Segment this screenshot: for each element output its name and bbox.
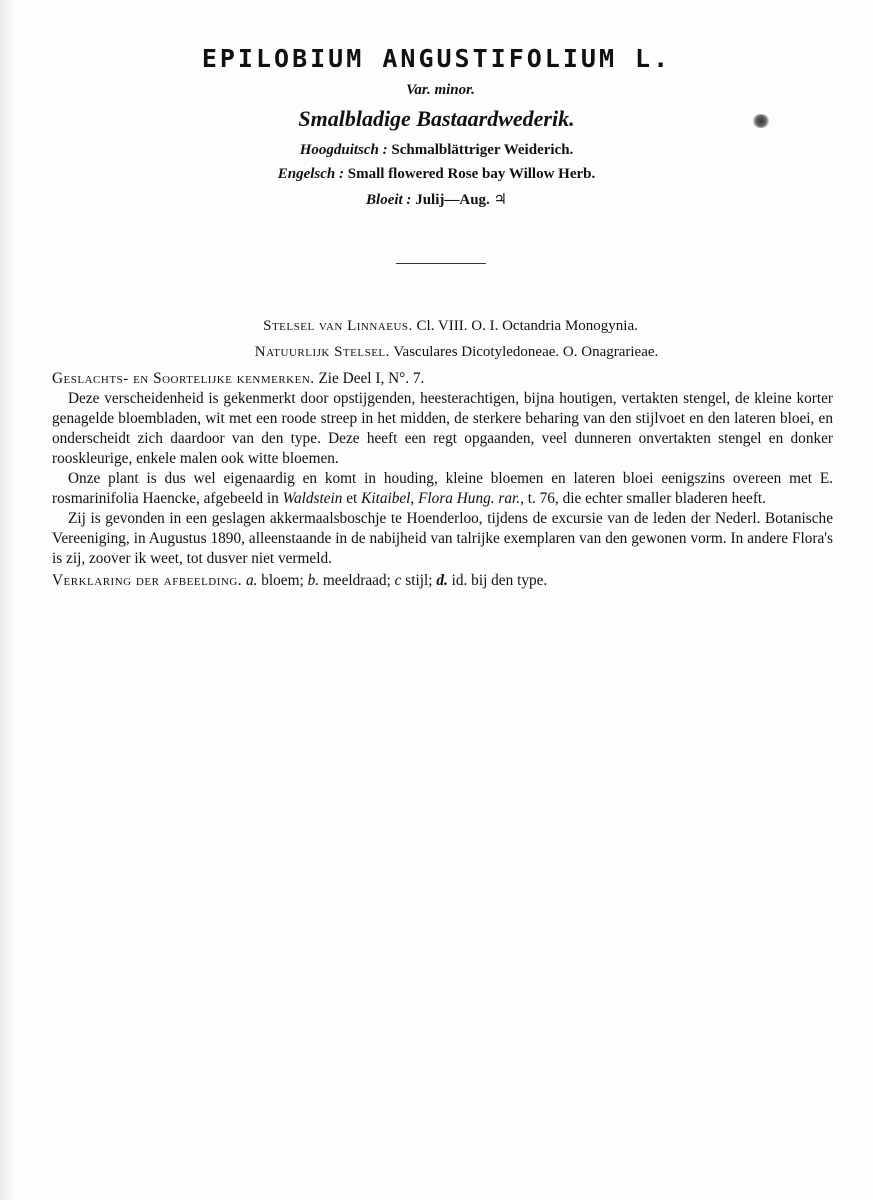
paragraph-1: Deze verscheidenheid is gekenmerkt door opstijgenden, heesterachtigen, bijna houtigen, vertakten stengel, de kleine korter genagelde bloembladen, wit met een roode streep in het midden, de sterkere beharing van den stijlvoet en den lateren bloei, en onderscheidt zich daardoor van den type. Deze heeft een regt opgaanden, veel dunneren onvertakten stengel en donker rooskleurige, enkele malen ook witte bloemen. xyxy=(52,390,833,467)
para2-et: et xyxy=(342,490,362,507)
bloom-label: Bloeit : xyxy=(366,192,412,208)
bloom-value: Julij—Aug. ♃ xyxy=(415,192,507,208)
variety-line: Var. minor. xyxy=(406,82,475,98)
para2-work: Flora Hung. rar. xyxy=(418,490,521,507)
para2-author-2: Kitaibel xyxy=(361,490,411,507)
english-label: Engelsch : xyxy=(277,166,344,182)
german-name-line xyxy=(0,142,873,159)
linnaeus-value: Cl. VIII. O. I. Octandria Monogynia. xyxy=(416,318,638,334)
section-divider xyxy=(396,263,486,264)
linnaeus-label: Stelsel van Linnaeus. xyxy=(263,318,413,334)
exp-a-key: a. xyxy=(245,572,258,589)
characters-label: Geslachts- en Soortelijke kenmerken. xyxy=(52,370,315,387)
linnaeus-system-line xyxy=(0,318,873,335)
paragraph-2 xyxy=(52,469,833,509)
paragraph-3: Zij is gevonden in een geslagen akkermaalsboschje te Hoenderloo, tijdens de excursie van de leden der Nederl. Botanische Vereeniging, in Augustus 1890, alleenstaande in de nabijheid van talrijke exemplaren van den gewonen vorm. In andere Flora's is zij, zoover ik weet, tot dusver niet vermeld. xyxy=(52,510,833,567)
para2-text-b: , t. 76, die echter smaller bladeren heeft. xyxy=(520,490,766,507)
exp-c-key: c xyxy=(394,572,402,589)
exp-b-key: b. xyxy=(307,572,320,589)
german-name: Schmalblättriger Weiderich. xyxy=(391,142,574,158)
explanation-label: Verklaring der afbeelding. xyxy=(52,572,243,589)
para2-text-a: Onze plant is dus wel eigenaardig en komt in houding, kleine bloemen en lateren bloei eenigszins overeen met E. rosmarinifolia Haencke, afgebeeld in xyxy=(52,470,833,507)
exp-d: id. bij den type. xyxy=(447,572,548,589)
characters-heading xyxy=(52,369,833,389)
exp-b: meeldraad; xyxy=(319,572,395,589)
natural-system-line xyxy=(0,344,873,361)
english-name-line xyxy=(0,166,873,183)
exp-a: bloem; xyxy=(257,572,308,589)
para2-author-1: Waldstein xyxy=(282,490,343,507)
german-label: Hoogduitsch : xyxy=(299,142,388,158)
bloom-line xyxy=(0,190,873,209)
exp-d-key: d. xyxy=(436,572,448,589)
characters-ref: Zie Deel I, N°. 7. xyxy=(318,370,425,387)
description-body xyxy=(52,369,833,591)
figure-explanation xyxy=(52,571,833,591)
species-title: EPILOBIUM ANGUSTIFOLIUM L. xyxy=(201,44,672,73)
natural-label: Natuurlijk Stelsel. xyxy=(254,344,390,360)
english-name: Small flowered Rose bay Willow Herb. xyxy=(347,166,596,182)
natural-value: Vasculares Dicotyledoneae. O. Onagrarieae. xyxy=(393,344,659,360)
exp-c: stijl; xyxy=(401,572,437,589)
para2-sep: , xyxy=(410,490,419,507)
dutch-common-name: Smalbladige Bastaardwederik. xyxy=(298,106,575,131)
